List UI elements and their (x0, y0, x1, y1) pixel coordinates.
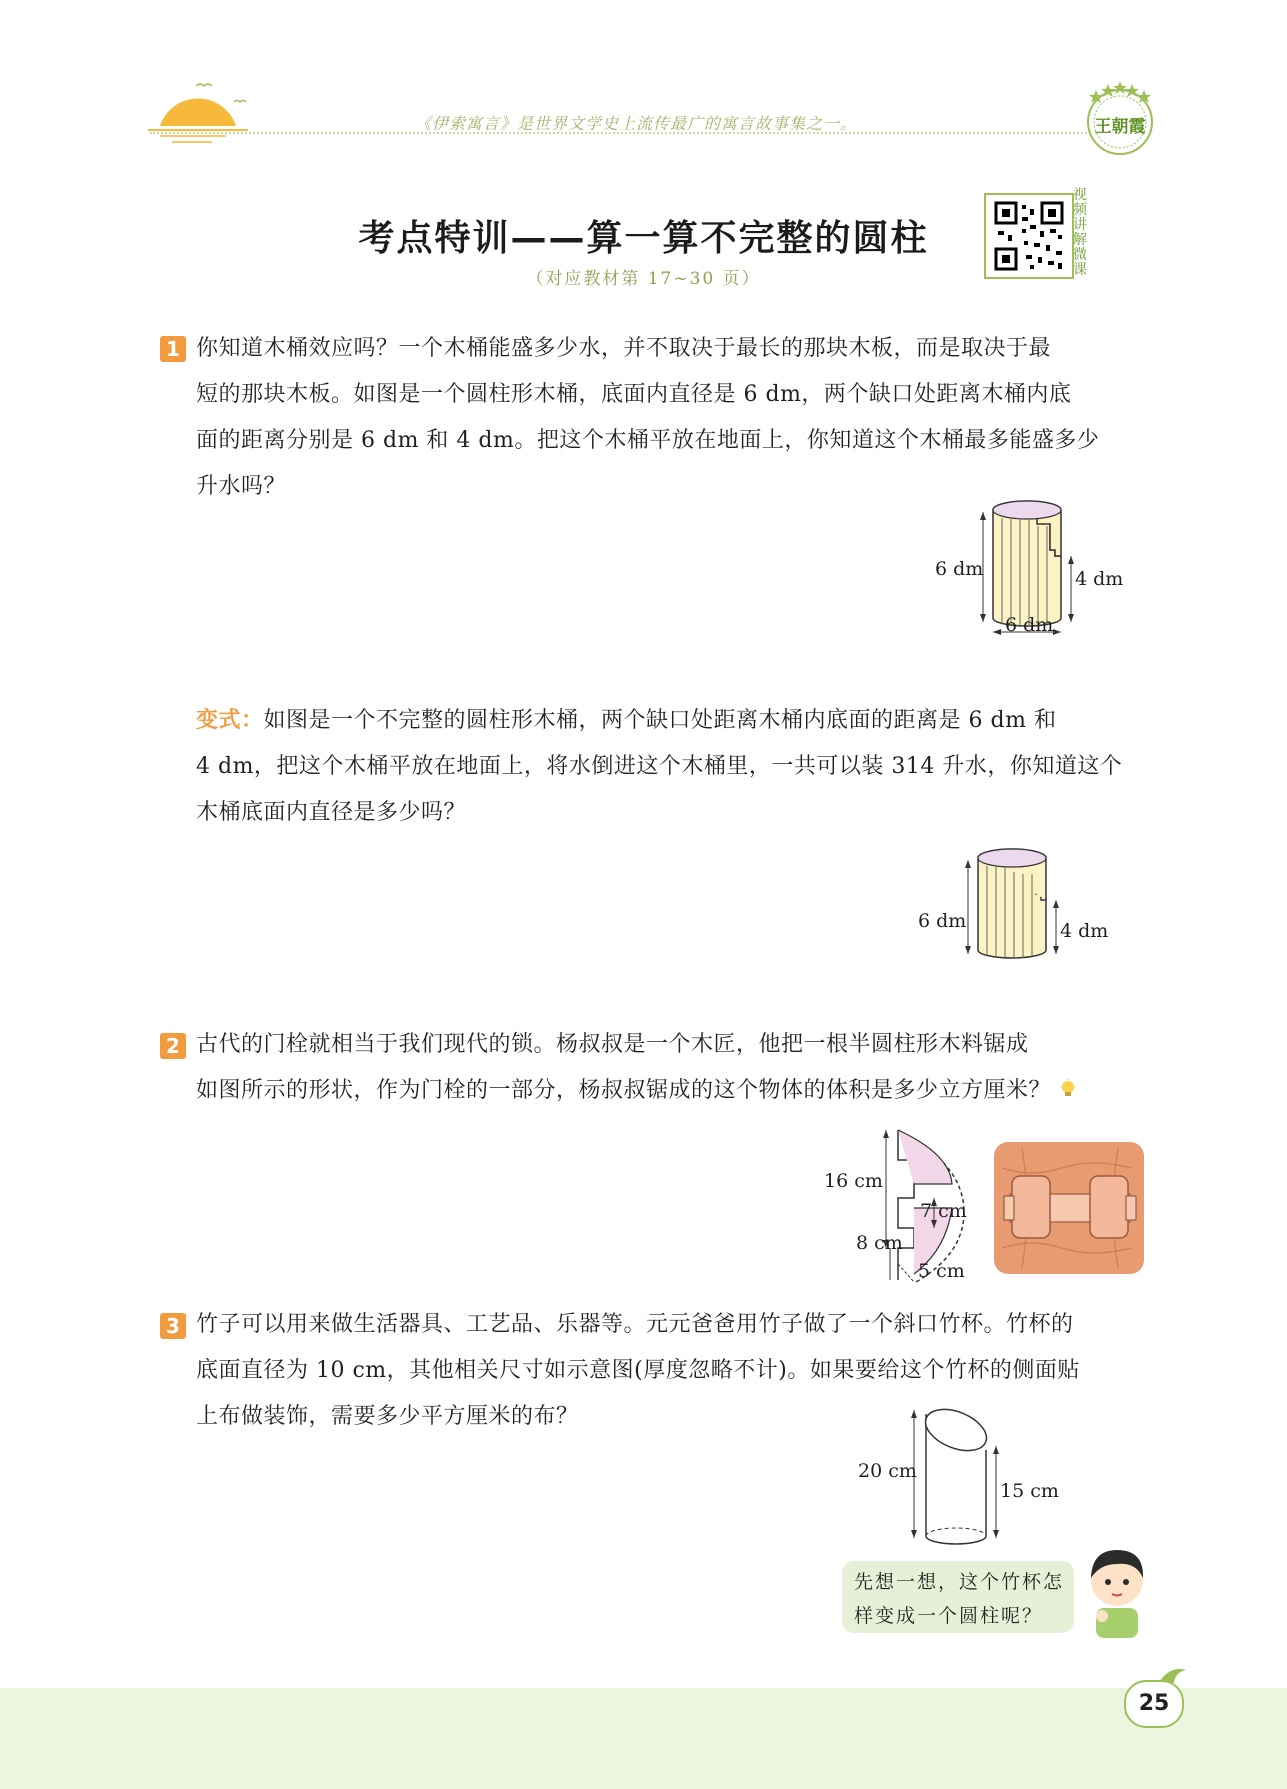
text-span: 如图所示的形状，作为门栓的一部分，杨叔叔锯成的这个物体的体积是多少立方厘米？ (196, 1078, 1052, 1103)
text-line: 木桶底面内直径是多少吗？ (196, 800, 467, 825)
qr-code-icon[interactable] (984, 193, 1074, 279)
text-line: 短的那块木板。如图是一个圆柱形木桶，底面内直径是 6 dm，两个缺口处距离木桶内底 (196, 382, 1072, 407)
problem-number: 1 (160, 336, 186, 362)
text-line: 4 dm，把这个木桶平放在地面上，将水倒进这个木桶里，一共可以装 314 升水，你知道这个 (196, 754, 1123, 779)
text-line: 你知道木桶效应吗？一个木桶能盛多少水，并不取决于最长的那块木板，而是取决于最 (196, 336, 1052, 361)
figure-label: 4 dm (1075, 568, 1124, 590)
hint-bubble (842, 1561, 1074, 1633)
problem-number: 2 (160, 1033, 186, 1059)
page-subtitle: （对应教材第 17~30 页） (526, 269, 761, 289)
hint-line: 样变成一个圆柱呢？ (854, 1605, 1044, 1627)
figure-label: 15 cm (1000, 1480, 1059, 1502)
qr-caption: 视频讲解微课 (1073, 187, 1087, 278)
boy-character-icon (1082, 1538, 1152, 1638)
text-span: 如图是一个不完整的圆柱形木桶，两个缺口处距离木桶内底面的距离是 6 dm 和 (263, 708, 1057, 733)
text-line: 底面直径为 10 cm，其他相关尺寸如示意图(厚度忽略不计)。如果要给这个竹杯的侧面贴 (196, 1358, 1080, 1383)
text-line: 上布做装饰，需要多少平方厘米的布？ (196, 1404, 579, 1429)
barrel-figure-1 (925, 490, 1125, 640)
footer-band (0, 1688, 1287, 1789)
text-line: 竹子可以用来做生活器具、工艺品、乐器等。元元爸爸用竹子做了一个斜口竹杯。竹杯的 (196, 1312, 1074, 1337)
figure-label: 5 cm (918, 1260, 965, 1282)
text-line (196, 698, 1186, 744)
sunset-logo-icon (148, 80, 258, 150)
header-quote: 《伊索寓言》是世界文学史上流传最广的寓言故事集之一。 (415, 114, 858, 133)
figure-label: 20 cm (858, 1460, 917, 1482)
problem-2-text (196, 1022, 1186, 1114)
problem-number: 3 (160, 1313, 186, 1339)
figure-label: 16 cm (824, 1170, 883, 1192)
problem-1-text (196, 326, 1186, 510)
variant-label: 变式： (196, 708, 264, 733)
figure-label: 6 dm (918, 910, 967, 932)
text-line: 古代的门栓就相当于我们现代的锁。杨叔叔是一个木匠，他把一根半圆柱形木料锯成 (196, 1032, 1029, 1057)
door-bolt-illustration (992, 1138, 1148, 1278)
brand-badge (1080, 76, 1160, 166)
figure-label: 6 dm (1005, 614, 1054, 636)
text-line: 面的距离分别是 6 dm 和 4 dm。把这个木桶平放在地面上，你知道这个木桶最多能盛多少 (196, 428, 1100, 453)
bamboo-cup-diagram (852, 1400, 1072, 1550)
figure-label: 4 dm (1060, 920, 1109, 942)
hint-line: 先想一想，这个竹杯怎 (854, 1571, 1065, 1593)
page-number: 25 (1124, 1680, 1184, 1728)
figure-label: 7 cm (920, 1200, 967, 1222)
page-title: 考点特训——算一算不完整的圆柱 (358, 218, 929, 259)
badge-text: 王朝霞 (1094, 117, 1146, 137)
barrel-figure-2 (910, 838, 1110, 968)
text-line (196, 1068, 1186, 1114)
lightbulb-icon (1059, 1070, 1077, 1090)
door-bolt-diagram (810, 1124, 980, 1284)
figure-label: 6 dm (935, 558, 984, 580)
text-line: 升水吗？ (196, 474, 287, 499)
variant-text (196, 698, 1186, 836)
figure-label: 8 cm (856, 1232, 903, 1254)
